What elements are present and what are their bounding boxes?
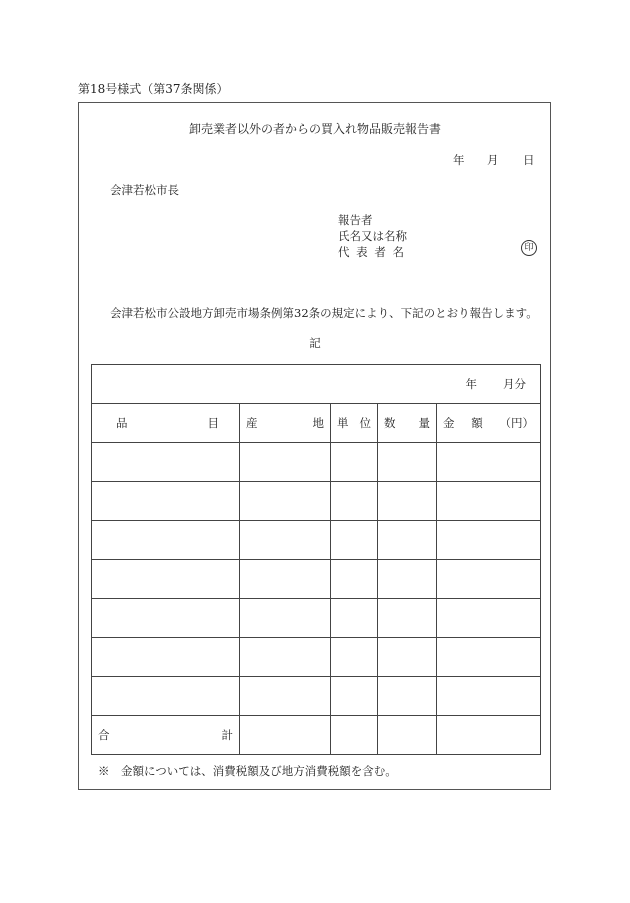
representative-char: 名 bbox=[392, 245, 404, 259]
unit-cell[interactable] bbox=[331, 560, 378, 599]
item-cell[interactable] bbox=[92, 443, 240, 482]
reporter-name-label: 氏名又は名称 bbox=[338, 229, 407, 243]
period-cell bbox=[92, 365, 541, 404]
header-amount-char: 額 bbox=[471, 416, 483, 430]
header-amount bbox=[437, 404, 541, 443]
representative-char: 表 bbox=[356, 245, 368, 259]
table-row bbox=[92, 560, 541, 599]
origin-cell[interactable] bbox=[240, 560, 331, 599]
body-text: 会津若松市公設地方卸売市場条例第32条の規定により、下記のとおり報告します。 bbox=[110, 306, 538, 320]
total-origin-cell bbox=[240, 716, 331, 755]
amount-cell[interactable] bbox=[437, 521, 541, 560]
item-cell[interactable] bbox=[92, 521, 240, 560]
form-number: 第18号様式（第37条関係） bbox=[78, 82, 229, 96]
unit-cell[interactable] bbox=[331, 677, 378, 716]
representative-label bbox=[338, 244, 404, 260]
unit-cell[interactable] bbox=[331, 638, 378, 677]
total-label-char: 合 bbox=[98, 728, 110, 742]
header-origin-char: 地 bbox=[312, 416, 324, 430]
total-quantity-cell[interactable] bbox=[378, 716, 437, 755]
origin-cell[interactable] bbox=[240, 638, 331, 677]
origin-cell[interactable] bbox=[240, 599, 331, 638]
header-quantity-char: 量 bbox=[418, 416, 430, 430]
header-unit-char: 位 bbox=[359, 416, 371, 430]
header-quantity bbox=[378, 404, 437, 443]
amount-cell[interactable] bbox=[437, 638, 541, 677]
origin-cell[interactable] bbox=[240, 482, 331, 521]
unit-cell[interactable] bbox=[331, 443, 378, 482]
table-row bbox=[92, 443, 541, 482]
document-title: 卸売業者以外の者からの買入れ物品販売報告書 bbox=[188, 122, 441, 136]
origin-cell[interactable] bbox=[240, 443, 331, 482]
date-day-label: 日 bbox=[523, 153, 535, 167]
table-header-row bbox=[92, 404, 541, 443]
quantity-cell[interactable] bbox=[378, 638, 437, 677]
seal-mark: 印 bbox=[521, 240, 537, 256]
date-year-label: 年 bbox=[453, 153, 465, 167]
header-item bbox=[92, 404, 240, 443]
header-amount-unit: （円） bbox=[499, 416, 534, 430]
quantity-cell[interactable] bbox=[378, 443, 437, 482]
unit-cell[interactable] bbox=[331, 599, 378, 638]
total-amount-cell[interactable] bbox=[437, 716, 541, 755]
addressee: 会津若松市長 bbox=[110, 183, 179, 197]
reporter-label: 報告者 bbox=[338, 213, 373, 227]
header-unit bbox=[331, 404, 378, 443]
unit-cell[interactable] bbox=[331, 482, 378, 521]
item-cell[interactable] bbox=[92, 599, 240, 638]
quantity-cell[interactable] bbox=[378, 599, 437, 638]
origin-cell[interactable] bbox=[240, 677, 331, 716]
header-item-char: 品 bbox=[116, 416, 128, 430]
amount-cell[interactable] bbox=[437, 482, 541, 521]
header-origin-char: 産 bbox=[246, 416, 258, 430]
item-cell[interactable] bbox=[92, 677, 240, 716]
period-year-label: 年 bbox=[465, 377, 478, 391]
quantity-cell[interactable] bbox=[378, 560, 437, 599]
amount-cell[interactable] bbox=[437, 599, 541, 638]
items-table bbox=[91, 364, 541, 755]
header-origin bbox=[240, 404, 331, 443]
table-row bbox=[92, 638, 541, 677]
amount-cell[interactable] bbox=[437, 677, 541, 716]
table-row bbox=[92, 521, 541, 560]
amount-cell[interactable] bbox=[437, 443, 541, 482]
table-row bbox=[92, 677, 541, 716]
amount-cell[interactable] bbox=[437, 560, 541, 599]
header-amount-char: 金 bbox=[443, 416, 455, 430]
header-unit-char: 単 bbox=[337, 416, 349, 430]
representative-char: 者 bbox=[374, 245, 386, 259]
item-cell[interactable] bbox=[92, 560, 240, 599]
table-row bbox=[92, 482, 541, 521]
total-label-cell bbox=[92, 716, 240, 755]
period-month-label: 月分 bbox=[503, 377, 527, 391]
representative-char: 代 bbox=[338, 245, 350, 259]
footnote: ※ 金額については、消費税額及び地方消費税額を含む。 bbox=[98, 764, 397, 778]
origin-cell[interactable] bbox=[240, 521, 331, 560]
quantity-cell[interactable] bbox=[378, 677, 437, 716]
quantity-cell[interactable] bbox=[378, 482, 437, 521]
table-date-row bbox=[92, 365, 541, 404]
date-month-label: 月 bbox=[487, 153, 499, 167]
record-heading: 記 bbox=[309, 336, 321, 350]
total-unit-cell bbox=[331, 716, 378, 755]
header-item-char: 目 bbox=[207, 416, 219, 430]
table-total-row bbox=[92, 716, 541, 755]
item-cell[interactable] bbox=[92, 638, 240, 677]
quantity-cell[interactable] bbox=[378, 521, 437, 560]
header-quantity-char: 数 bbox=[384, 416, 396, 430]
table-row bbox=[92, 599, 541, 638]
item-cell[interactable] bbox=[92, 482, 240, 521]
total-label-char: 計 bbox=[221, 728, 233, 742]
unit-cell[interactable] bbox=[331, 521, 378, 560]
